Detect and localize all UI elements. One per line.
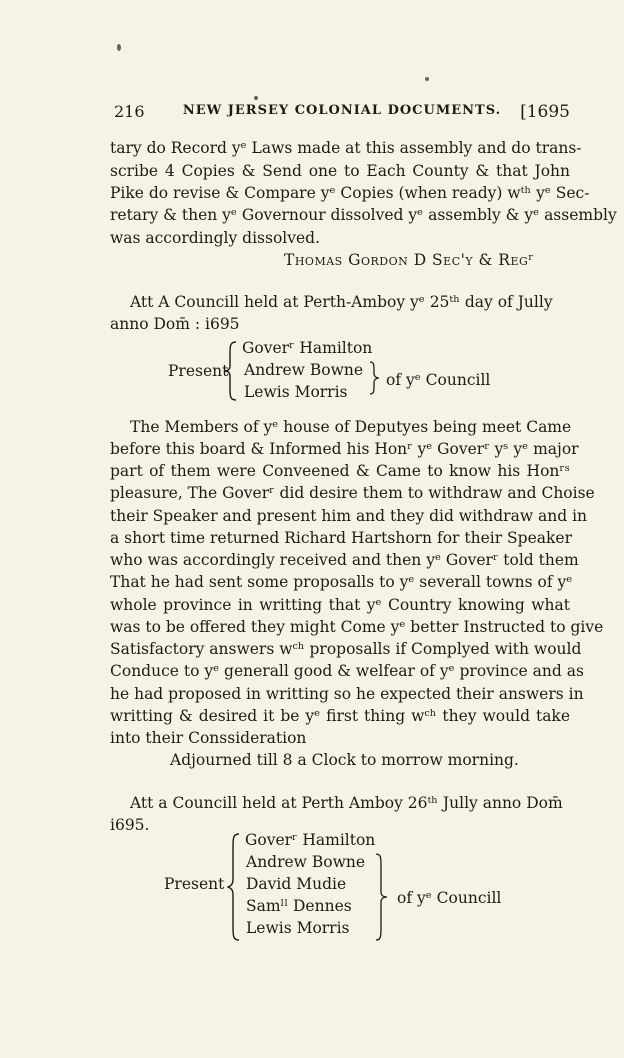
council-member: Goverʳ Hamilton [245, 831, 376, 849]
council-heading: Att a Councill held at Perth Amboy 26ᵗʰ Jully anno Dom̄ [130, 794, 563, 812]
council-heading: anno Dom̄ : i695 [110, 315, 240, 333]
text-line: scribe 4 Copies & Send one to Each County & that John [110, 162, 570, 180]
text-line: part of them were Conveened & Came to know his Honʳˢ [110, 462, 570, 480]
left-brace [227, 832, 241, 942]
text-line: writting & desired it be yᵉ first thing wᶜʰ they would take [110, 707, 570, 725]
text-line: who was accordingly received and then yᵉ Goverʳ told them [110, 551, 579, 569]
text-line: was to be offered they might Come yᵉ better Instructed to give [110, 618, 604, 636]
text-line: Satisfactory answers wᶜʰ proposalls if Complyed with would [110, 640, 582, 658]
year-marker: [1695 [520, 102, 570, 122]
running-header [114, 102, 570, 126]
text-line: pleasure, The Goverʳ did desire them to withdraw and Choise [110, 484, 595, 502]
council-member: Samˡˡ Dennes [246, 897, 352, 915]
council-member: David Mudie [246, 875, 347, 893]
council-heading: Att A Councill held at Perth-Amboy yᵉ 25ᵗʰ day of Jully [130, 293, 553, 311]
adjourned-line: Adjourned till 8 a Clock to morrow morning. [170, 751, 519, 769]
text-line: their Speaker and present him and they did withdraw and in [110, 507, 588, 525]
page-number: 216 [114, 102, 145, 121]
text-line: That he had sent some proposalls to yᵉ severall towns of yᵉ [110, 573, 573, 591]
council-member: Lewis Morris [244, 383, 348, 401]
present-label: Present [164, 875, 225, 893]
council-member: Lewis Morris [246, 919, 350, 937]
text-line: Conduce to yᵉ generall good & welfear of yᵉ province and as [110, 662, 584, 680]
text-line: tary do Record yᵉ Laws made at this assembly and do trans- [110, 139, 582, 157]
text-line: a short time returned Richard Hartshorn for their Speaker [110, 529, 572, 547]
signature: Thomas Gordon D Sec'y & Regʳ [284, 251, 535, 269]
of-council-label: of yᵉ Councill [386, 371, 491, 389]
left-brace [224, 340, 238, 402]
right-brace [375, 852, 389, 942]
text-line: The Members of yᵉ house of Deputyes being meet Came [130, 418, 572, 436]
scan-speck [425, 77, 429, 81]
council-member: Goverʳ Hamilton [242, 339, 373, 357]
text-line: he had proposed in writting so he expected their answers in [110, 685, 584, 703]
text-line: before this board & Informed his Honʳ yᵉ Goverʳ yˢ yᵉ major [110, 440, 579, 458]
council-heading: i695. [110, 816, 150, 834]
scan-speck [254, 96, 258, 100]
scan-speck [117, 44, 121, 51]
present-label: Present [168, 362, 229, 380]
running-title: NEW JERSEY COLONIAL DOCUMENTS. [182, 103, 502, 118]
right-brace [369, 360, 381, 396]
text-line: Pike do revise & Compare yᵉ Copies (when ready) wᵗʰ yᵉ Sec- [110, 184, 590, 202]
council-member: Andrew Bowne [244, 361, 364, 379]
text-line: into their Conssideration [110, 729, 307, 747]
text-line: was accordingly dissolved. [110, 229, 321, 247]
text-line: whole province in writting that yᵉ Country knowing what [110, 596, 570, 614]
council-member: Andrew Bowne [246, 853, 366, 871]
text-line: retary & then yᵉ Governour dissolved yᵉ assembly & yᵉ assembly [110, 206, 617, 224]
of-council-label: of yᵉ Councill [397, 889, 502, 907]
